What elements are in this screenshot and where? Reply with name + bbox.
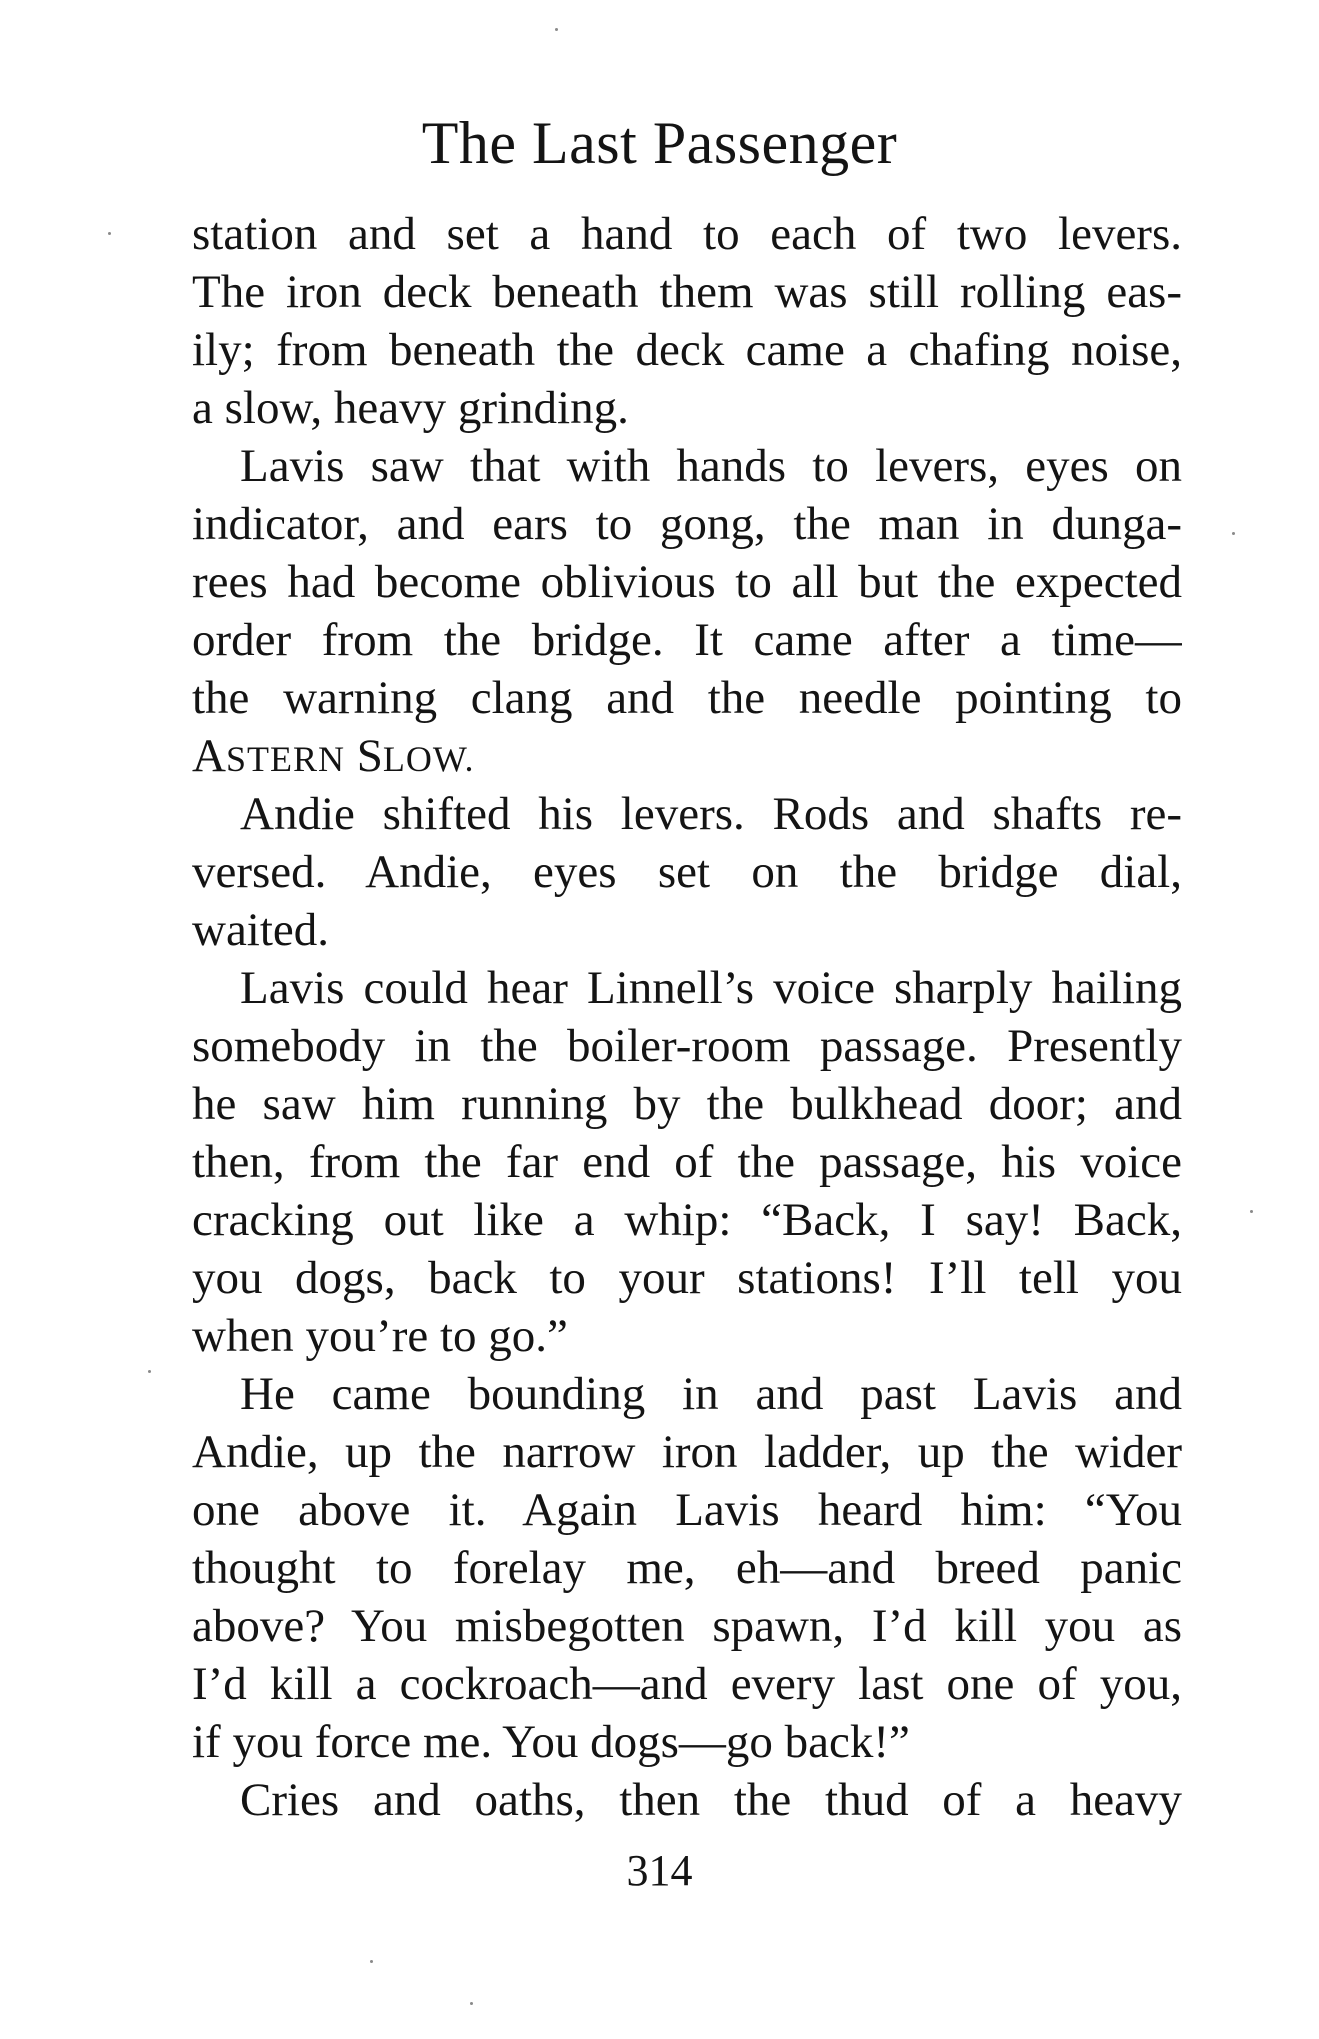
- text-line: order from the bridge. It came after a time—: [192, 614, 1182, 666]
- smallcaps-rest: STERN: [225, 739, 345, 779]
- text-line: indicator, and ears to gong, the man in dunga-: [192, 498, 1182, 550]
- text-line: rees had become oblivious to all but the expected: [192, 556, 1182, 608]
- text-line: He came bounding in and past Lavis and: [240, 1368, 1182, 1420]
- text-line: Cries and oaths, then the thud of a heavy: [240, 1774, 1182, 1826]
- paper-speck: [148, 1370, 151, 1373]
- text-line: I’d kill a cockroach—and every last one of you,: [192, 1658, 1182, 1710]
- text-line: you dogs, back to your stations! I’ll tell you: [192, 1252, 1182, 1304]
- text-line: station and set a hand to each of two levers.: [192, 208, 1182, 260]
- smallcaps-rest: LOW.: [382, 739, 475, 779]
- paper-speck: [470, 2002, 473, 2005]
- text-line: somebody in the boiler-room passage. Presently: [192, 1020, 1182, 1072]
- text-line: above? You misbegotten spawn, I’d kill you as: [192, 1600, 1182, 1652]
- text-line: The iron deck beneath them was still rolling eas-: [192, 266, 1182, 318]
- text-line: a slow, heavy grinding.: [192, 382, 629, 434]
- text-line: when you’re to go.”: [192, 1310, 568, 1362]
- text-line: the warning clang and the needle pointing to: [192, 672, 1182, 724]
- paper-speck: [555, 28, 558, 31]
- text-line: thought to forelay me, eh—and breed panic: [192, 1542, 1182, 1594]
- text-line: ily; from beneath the deck came a chafing noise,: [192, 324, 1182, 376]
- text-line: if you force me. You dogs—go back!”: [192, 1716, 910, 1768]
- paper-speck: [1232, 532, 1235, 535]
- text-line: cracking out like a whip: “Back, I say! Back,: [192, 1194, 1182, 1246]
- text-line: Andie shifted his levers. Rods and shafts re-: [240, 788, 1182, 840]
- text-line: one above it. Again Lavis heard him: “You: [192, 1484, 1182, 1536]
- paper-speck: [108, 232, 111, 235]
- text-line: Lavis could hear Linnell’s voice sharply hailing: [240, 962, 1182, 1014]
- running-head: The Last Passenger: [421, 110, 898, 176]
- smallcaps-initial: A: [192, 730, 226, 782]
- smallcaps-line: [192, 727, 1182, 785]
- text-line: waited.: [192, 904, 330, 956]
- text-line: Lavis saw that with hands to levers, eyes on: [240, 440, 1182, 492]
- body-text: [192, 205, 1182, 1829]
- paper-speck: [1250, 1210, 1253, 1213]
- text-line: then, from the far end of the passage, his voice: [192, 1136, 1182, 1188]
- text-line: he saw him running by the bulkhead door; and: [192, 1078, 1182, 1130]
- paper-speck: [370, 1960, 373, 1963]
- page-number: 314: [626, 1846, 693, 1895]
- text-line: versed. Andie, eyes set on the bridge dial,: [192, 846, 1182, 898]
- smallcaps-initial: S: [356, 730, 383, 782]
- text-line: Andie, up the narrow iron ladder, up the wider: [192, 1426, 1182, 1478]
